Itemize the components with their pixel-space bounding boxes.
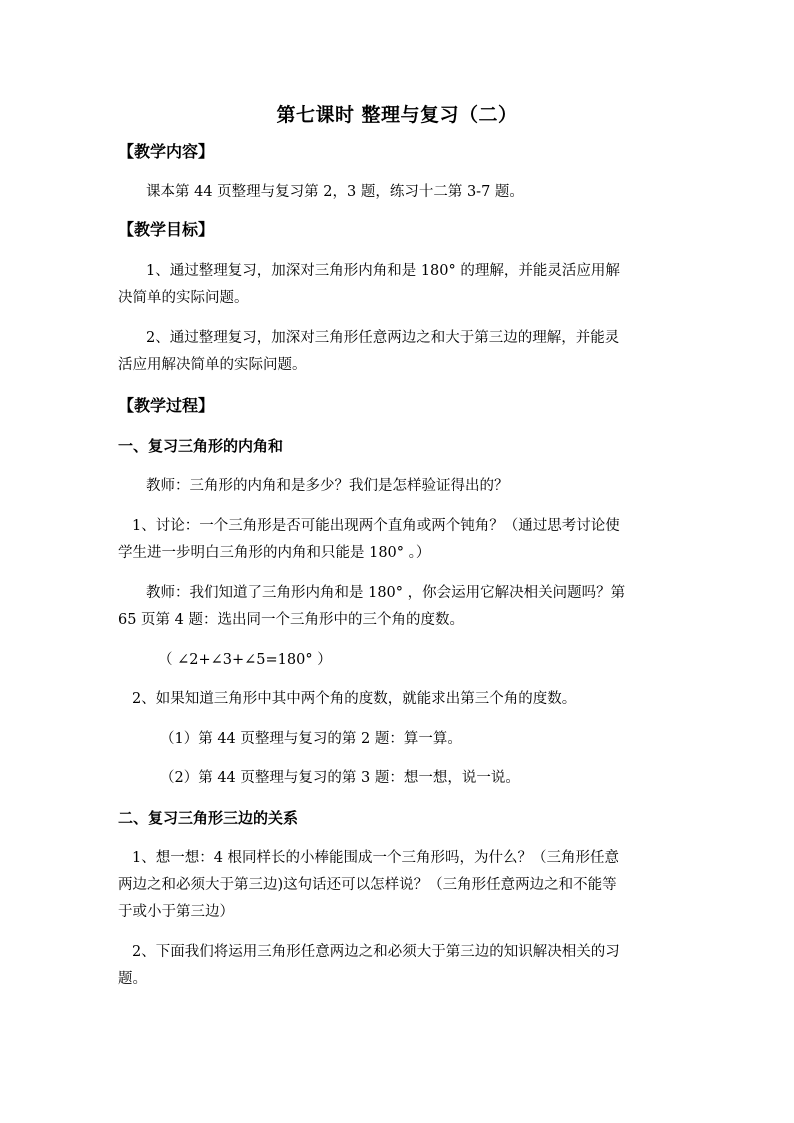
discussion-line-2: 学生进一步明白三角形的内角和只能是 180° 。） xyxy=(118,545,431,561)
discussion-line-1: 1、讨论：一个三角形是否可能出现两个直角或两个钝角？（通过思考讨论使 xyxy=(132,518,620,534)
item-2-sub-1: （1）第 44 页整理与复习的第 2 题：算一算。 xyxy=(160,731,462,747)
content-text: 课本第 44 页整理与复习第 2，3 题，练习十二第 3-7 题。 xyxy=(146,184,524,200)
think-line-3: 于或小于第三边） xyxy=(118,904,234,920)
goal-1-line-1: 1、通过整理复习，加深对三角形内角和是 180° 的理解，并能灵活应用解 xyxy=(146,263,620,279)
goal-1-line-2: 决简单的实际问题。 xyxy=(118,290,249,306)
apply-line-2: 题。 xyxy=(118,971,147,987)
goal-2-line-1: 2、通过整理复习，加深对三角形任意两边之和大于第三边的理解，并能灵 xyxy=(146,330,620,346)
goal-2-line-2: 活应用解决简单的实际问题。 xyxy=(118,357,307,373)
part-1-heading: 一、复习三角形的内角和 xyxy=(118,437,284,455)
page-title: 第七课时 整理与复习（二） xyxy=(276,104,518,126)
apply-line-1: 2、下面我们将运用三角形任意两边之和必须大于第三边的知识解决相关的习 xyxy=(132,944,620,960)
teacher-question-2-line-1: 教师：我们知道了三角形内角和是 180° ，你会运用它解决相关问题吗？第 xyxy=(146,585,626,601)
think-line-2: 两边之和必须大于第三边)这句话还可以怎样说？（三角形任意两边之和不能等 xyxy=(118,877,617,893)
section-heading-process: 【教学过程】 xyxy=(118,396,215,415)
think-line-1: 1、想一想：4 根同样长的小棒能围成一个三角形吗，为什么？（三角形任意 xyxy=(132,850,620,866)
teacher-question-1: 教师：三角形的内角和是多少？我们是怎样验证得出的？ xyxy=(146,478,509,494)
teacher-question-2-line-2: 65 页第 4 题：选出同一个三角形中的三个角的度数。 xyxy=(118,612,465,628)
part-2-heading: 二、复习三角形三边的关系 xyxy=(118,809,299,827)
section-heading-goals: 【教学目标】 xyxy=(118,220,215,239)
item-2: 2、如果知道三角形中其中两个角的度数，就能求出第三个角的度数。 xyxy=(132,691,577,707)
angle-formula: （ ∠2+∠3+∠5=180° ） xyxy=(158,652,332,668)
item-2-sub-2: （2）第 44 页整理与复习的第 3 题：想一想，说一说。 xyxy=(160,770,520,786)
section-heading-content: 【教学内容】 xyxy=(118,142,215,161)
